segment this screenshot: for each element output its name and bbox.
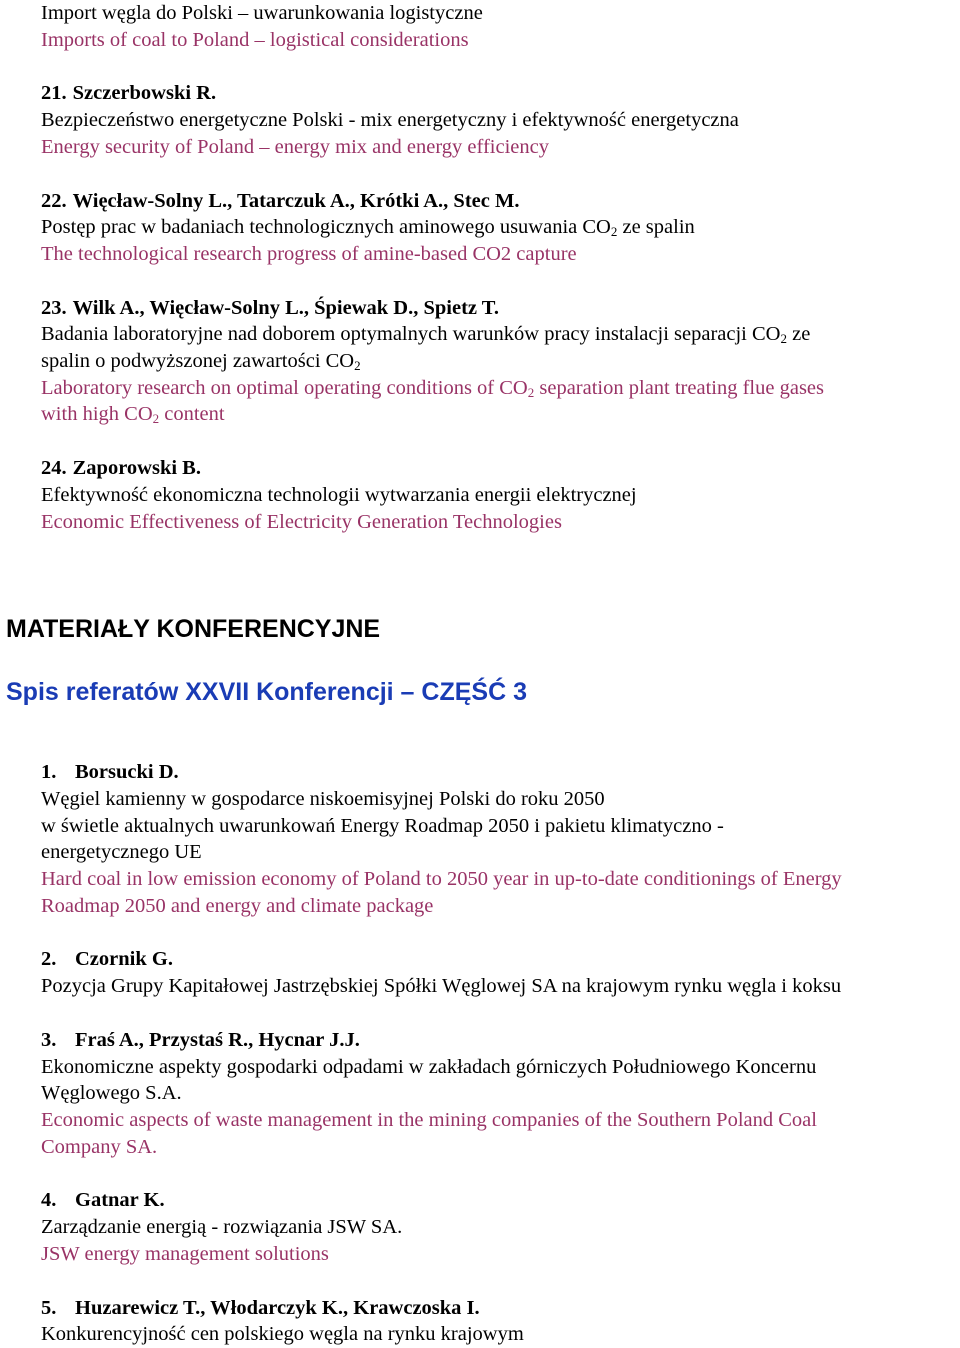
title-en: Imports of coal to Poland – logistical considerations: [41, 28, 469, 51]
title-en: Energy security of Poland – energy mix and energy efficiency: [41, 135, 549, 158]
item-number: 24.: [41, 457, 67, 480]
title-pl: Bezpieczeństwo energetyczne Polski - mix energetyczny i efektywność energetyczna: [41, 109, 739, 132]
list-item: [0, 295, 960, 429]
title-pl: w świetle aktualnych uwarunkowań Energy Roadmap 2050 i pakietu klimatyczno -: [41, 814, 724, 837]
title-pl: Węgiel kamienny w gospodarce niskoemisyjnej Polski do roku 2050: [41, 787, 605, 810]
title-pl-continued: spalin o podwyższonej zawartości $CO_2$: [41, 350, 361, 374]
section-subtitle: Spis referatów XXVII Konferencji – CZĘŚĆ 3: [6, 678, 527, 707]
item-number: 2.: [41, 948, 57, 971]
title-en: Economic Effectiveness of Electricity Generation Technologies: [41, 510, 562, 533]
title-en: Economic aspects of waste management in the mining companies of the Southern Poland Coal: [41, 1108, 817, 1131]
title-pl: Węglowego S.A.: [41, 1082, 182, 1105]
list-item: [0, 80, 960, 160]
title-en: Hard coal in low emission economy of Poland to 2050 year in up-to-date conditionings of Energy: [41, 868, 842, 891]
item-number: 22.: [41, 189, 67, 212]
title-pl: Import węgla do Polski – uwarunkowania logistyczne: [41, 2, 483, 24]
list-item: [0, 759, 960, 919]
title-pl: Konkurencyjność cen polskiego węgla na rynku krajowym: [41, 1323, 524, 1346]
title-pl: Efektywność ekonomiczna technologii wytwarzania energii elektrycznej: [41, 483, 637, 506]
title-pl: Pozycja Grupy Kapitałowej Jastrzębskiej Spółki Węglowej SA na krajowym rynku węgla i koksu: [41, 975, 842, 998]
item-authors: 22. Więcław-Solny L., Tatarczuk A., Krótki A., Stec M.: [0, 188, 960, 215]
title-pl: Zarządzanie energią - rozwiązania JSW SA.: [41, 1216, 403, 1239]
list-item: [0, 188, 960, 268]
title-en: JSW energy management solutions: [41, 1242, 329, 1265]
list-item: [0, 1295, 960, 1348]
list-item: [0, 1027, 960, 1161]
title-en: The technological research progress of amine-based CO2 capture: [41, 242, 577, 265]
item-authors: 1. Borsucki D.: [0, 759, 960, 786]
title-en: Company SA.: [41, 1135, 158, 1158]
item-number: 5.: [41, 1296, 57, 1319]
list-item: [0, 946, 960, 999]
item-authors: 4. Gatnar K.: [0, 1187, 960, 1214]
title-pl: Postęp prac w badaniach technologicznych aminowego usuwania $CO_2$ ze spalin: [41, 216, 695, 240]
item-authors: 3. Fraś A., Przystaś R., Hycnar J.J.: [0, 1027, 960, 1054]
title-en: Laboratory research on optimal operating conditions of $CO_2$ separation plant treating flue gases: [41, 376, 824, 400]
item-authors: 21. Szczerbowski R.: [0, 80, 960, 107]
item-number: 23.: [41, 296, 67, 319]
item-authors: 23. Wilk A., Więcław-Solny L., Śpiewak D., Spietz T.: [0, 295, 960, 322]
item-authors: 2. Czornik G.: [0, 946, 960, 973]
item-number: 4.: [41, 1189, 57, 1212]
item-number: 21.: [41, 82, 67, 105]
title-pl: Badania laboratoryjne nad doborem optymalnych warunków pracy instalacji separacji $CO_2$ ze: [41, 323, 811, 347]
title-en: Roadmap 2050 and energy and climate package: [41, 894, 434, 917]
list-item: [0, 455, 960, 535]
item-number: 3.: [41, 1028, 57, 1051]
title-pl: energetycznego UE: [41, 841, 202, 864]
item-authors: 24. Zaporowski B.: [0, 455, 960, 482]
item-authors: 5. Huzarewicz T., Włodarczyk K., Krawczoska I.: [0, 1295, 960, 1322]
title-pl: Ekonomiczne aspekty gospodarki odpadami w zakładach górniczych Południowego Koncernu: [41, 1055, 817, 1078]
paper-list: [0, 759, 960, 1348]
title-en-continued: with high $CO_2$ content: [41, 403, 225, 427]
list-item: [0, 1187, 960, 1267]
section-title: MATERIAŁY KONFERENCYJNE: [6, 615, 381, 644]
item-number: 1.: [41, 761, 57, 784]
